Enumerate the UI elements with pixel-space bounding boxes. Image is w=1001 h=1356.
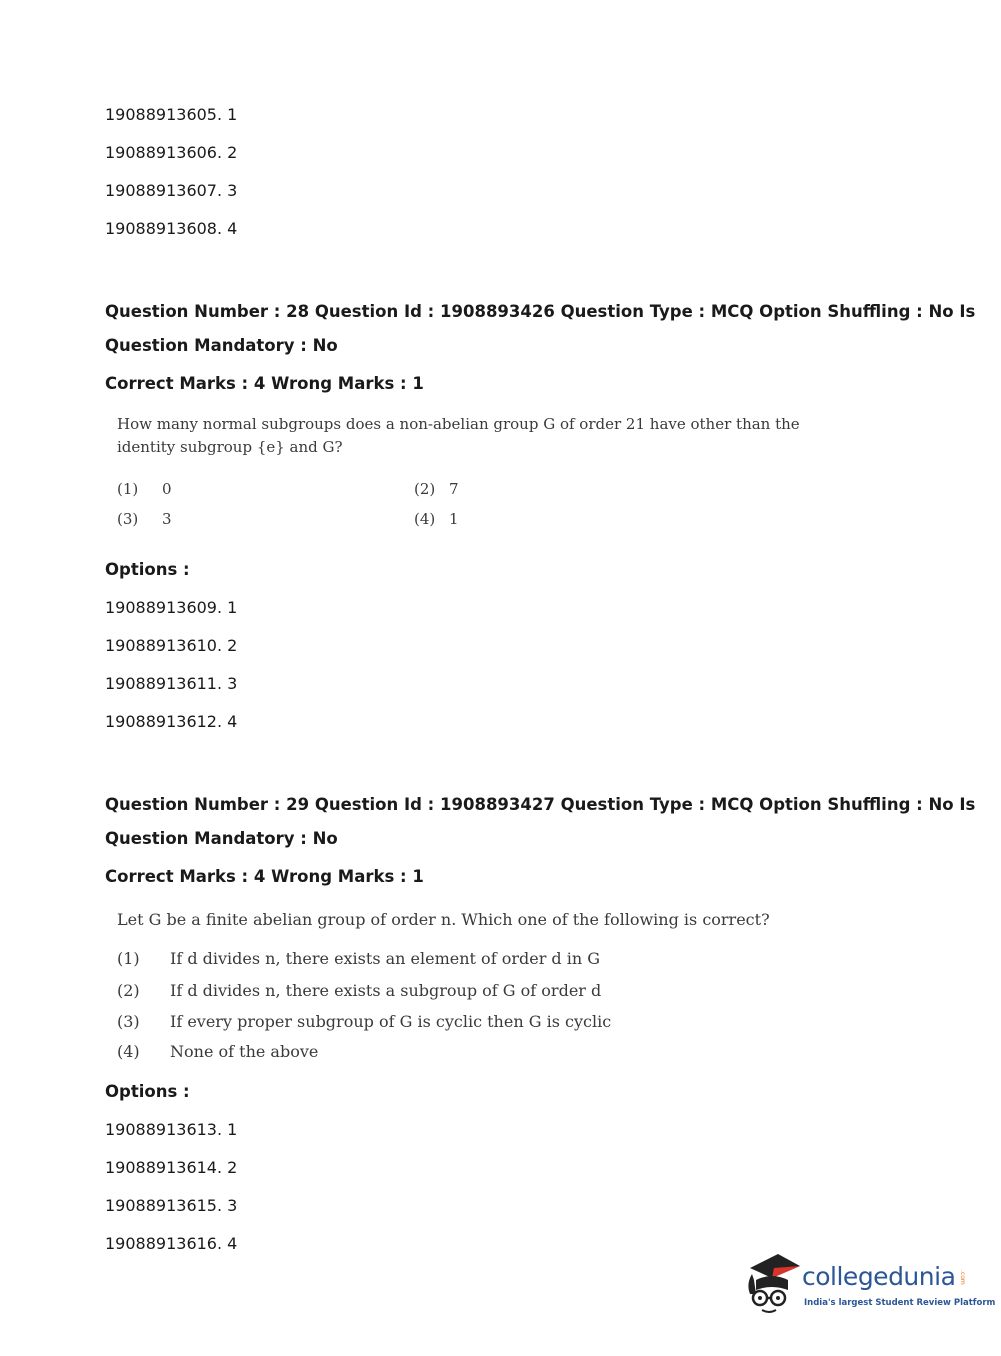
- q28-choice-1-text: 0: [162, 480, 172, 498]
- q29-header-line2: Question Mandatory : No: [105, 829, 338, 848]
- q28-question-line1: How many normal subgroups does a non-abelian group G of order 21 have other than the: [117, 415, 800, 433]
- logo-suffix: .com: [959, 1270, 966, 1285]
- q29-option-1: 19088913613. 1: [105, 1120, 238, 1139]
- q28-option-2: 19088913610. 2: [105, 636, 238, 655]
- logo-wordmark: collegedunia: [802, 1262, 956, 1291]
- q28-option-1: 19088913609. 1: [105, 598, 238, 617]
- prev-option-2: 19088913606. 2: [105, 143, 238, 162]
- q29-choice-3-num: (3): [117, 1012, 140, 1031]
- logo-tagline: India's largest Student Review Platform: [804, 1298, 996, 1308]
- q29-option-4: 19088913616. 4: [105, 1234, 238, 1253]
- q29-choice-2-text: If d divides n, there exists a subgroup of G of order d: [170, 981, 602, 1000]
- q28-option-4: 19088913612. 4: [105, 712, 238, 731]
- q29-choice-1-text: If d divides n, there exists an element of order d in G: [170, 949, 601, 968]
- q28-marks: Correct Marks : 4 Wrong Marks : 1: [105, 374, 424, 393]
- q29-choice-4-text: None of the above: [170, 1042, 319, 1061]
- q29-choice-3-text: If every proper subgroup of G is cyclic then G is cyclic: [170, 1012, 612, 1031]
- prev-option-3: 19088913607. 3: [105, 181, 238, 200]
- q29-options-label: Options :: [105, 1082, 190, 1101]
- q28-choice-3-text: 3: [162, 510, 172, 528]
- q29-question: Let G be a finite abelian group of order n. Which one of the following is correct?: [117, 910, 770, 929]
- q28-choice-3-num: (3): [117, 510, 139, 528]
- q29-choice-4-num: (4): [117, 1042, 140, 1061]
- q28-question-line2: identity subgroup {e} and G?: [117, 438, 343, 456]
- q28-choice-4-num: (4): [414, 510, 436, 528]
- q28-choice-4-text: 1: [449, 510, 459, 528]
- q28-choice-1-num: (1): [117, 480, 139, 498]
- q28-header-line2: Question Mandatory : No: [105, 336, 338, 355]
- q29-choice-1-num: (1): [117, 949, 140, 968]
- collegedunia-logo: [742, 1250, 996, 1325]
- q28-option-3: 19088913611. 3: [105, 674, 238, 693]
- q29-choice-2-num: (2): [117, 981, 140, 1000]
- mascot-icon: [742, 1250, 802, 1320]
- prev-option-4: 19088913608. 4: [105, 219, 238, 238]
- q28-options-label: Options :: [105, 560, 190, 579]
- q29-option-3: 19088913615. 3: [105, 1196, 238, 1215]
- q29-header-line1: Question Number : 29 Question Id : 1908893427 Question Type : MCQ Option Shuffling : No Is: [105, 795, 976, 814]
- q29-option-2: 19088913614. 2: [105, 1158, 238, 1177]
- q28-header-line1: Question Number : 28 Question Id : 1908893426 Question Type : MCQ Option Shuffling : No Is: [105, 302, 976, 321]
- prev-option-1: 19088913605. 1: [105, 105, 238, 124]
- q29-marks: Correct Marks : 4 Wrong Marks : 1: [105, 867, 424, 886]
- q28-choice-2-num: (2): [414, 480, 436, 498]
- q28-choice-2-text: 7: [449, 480, 459, 498]
